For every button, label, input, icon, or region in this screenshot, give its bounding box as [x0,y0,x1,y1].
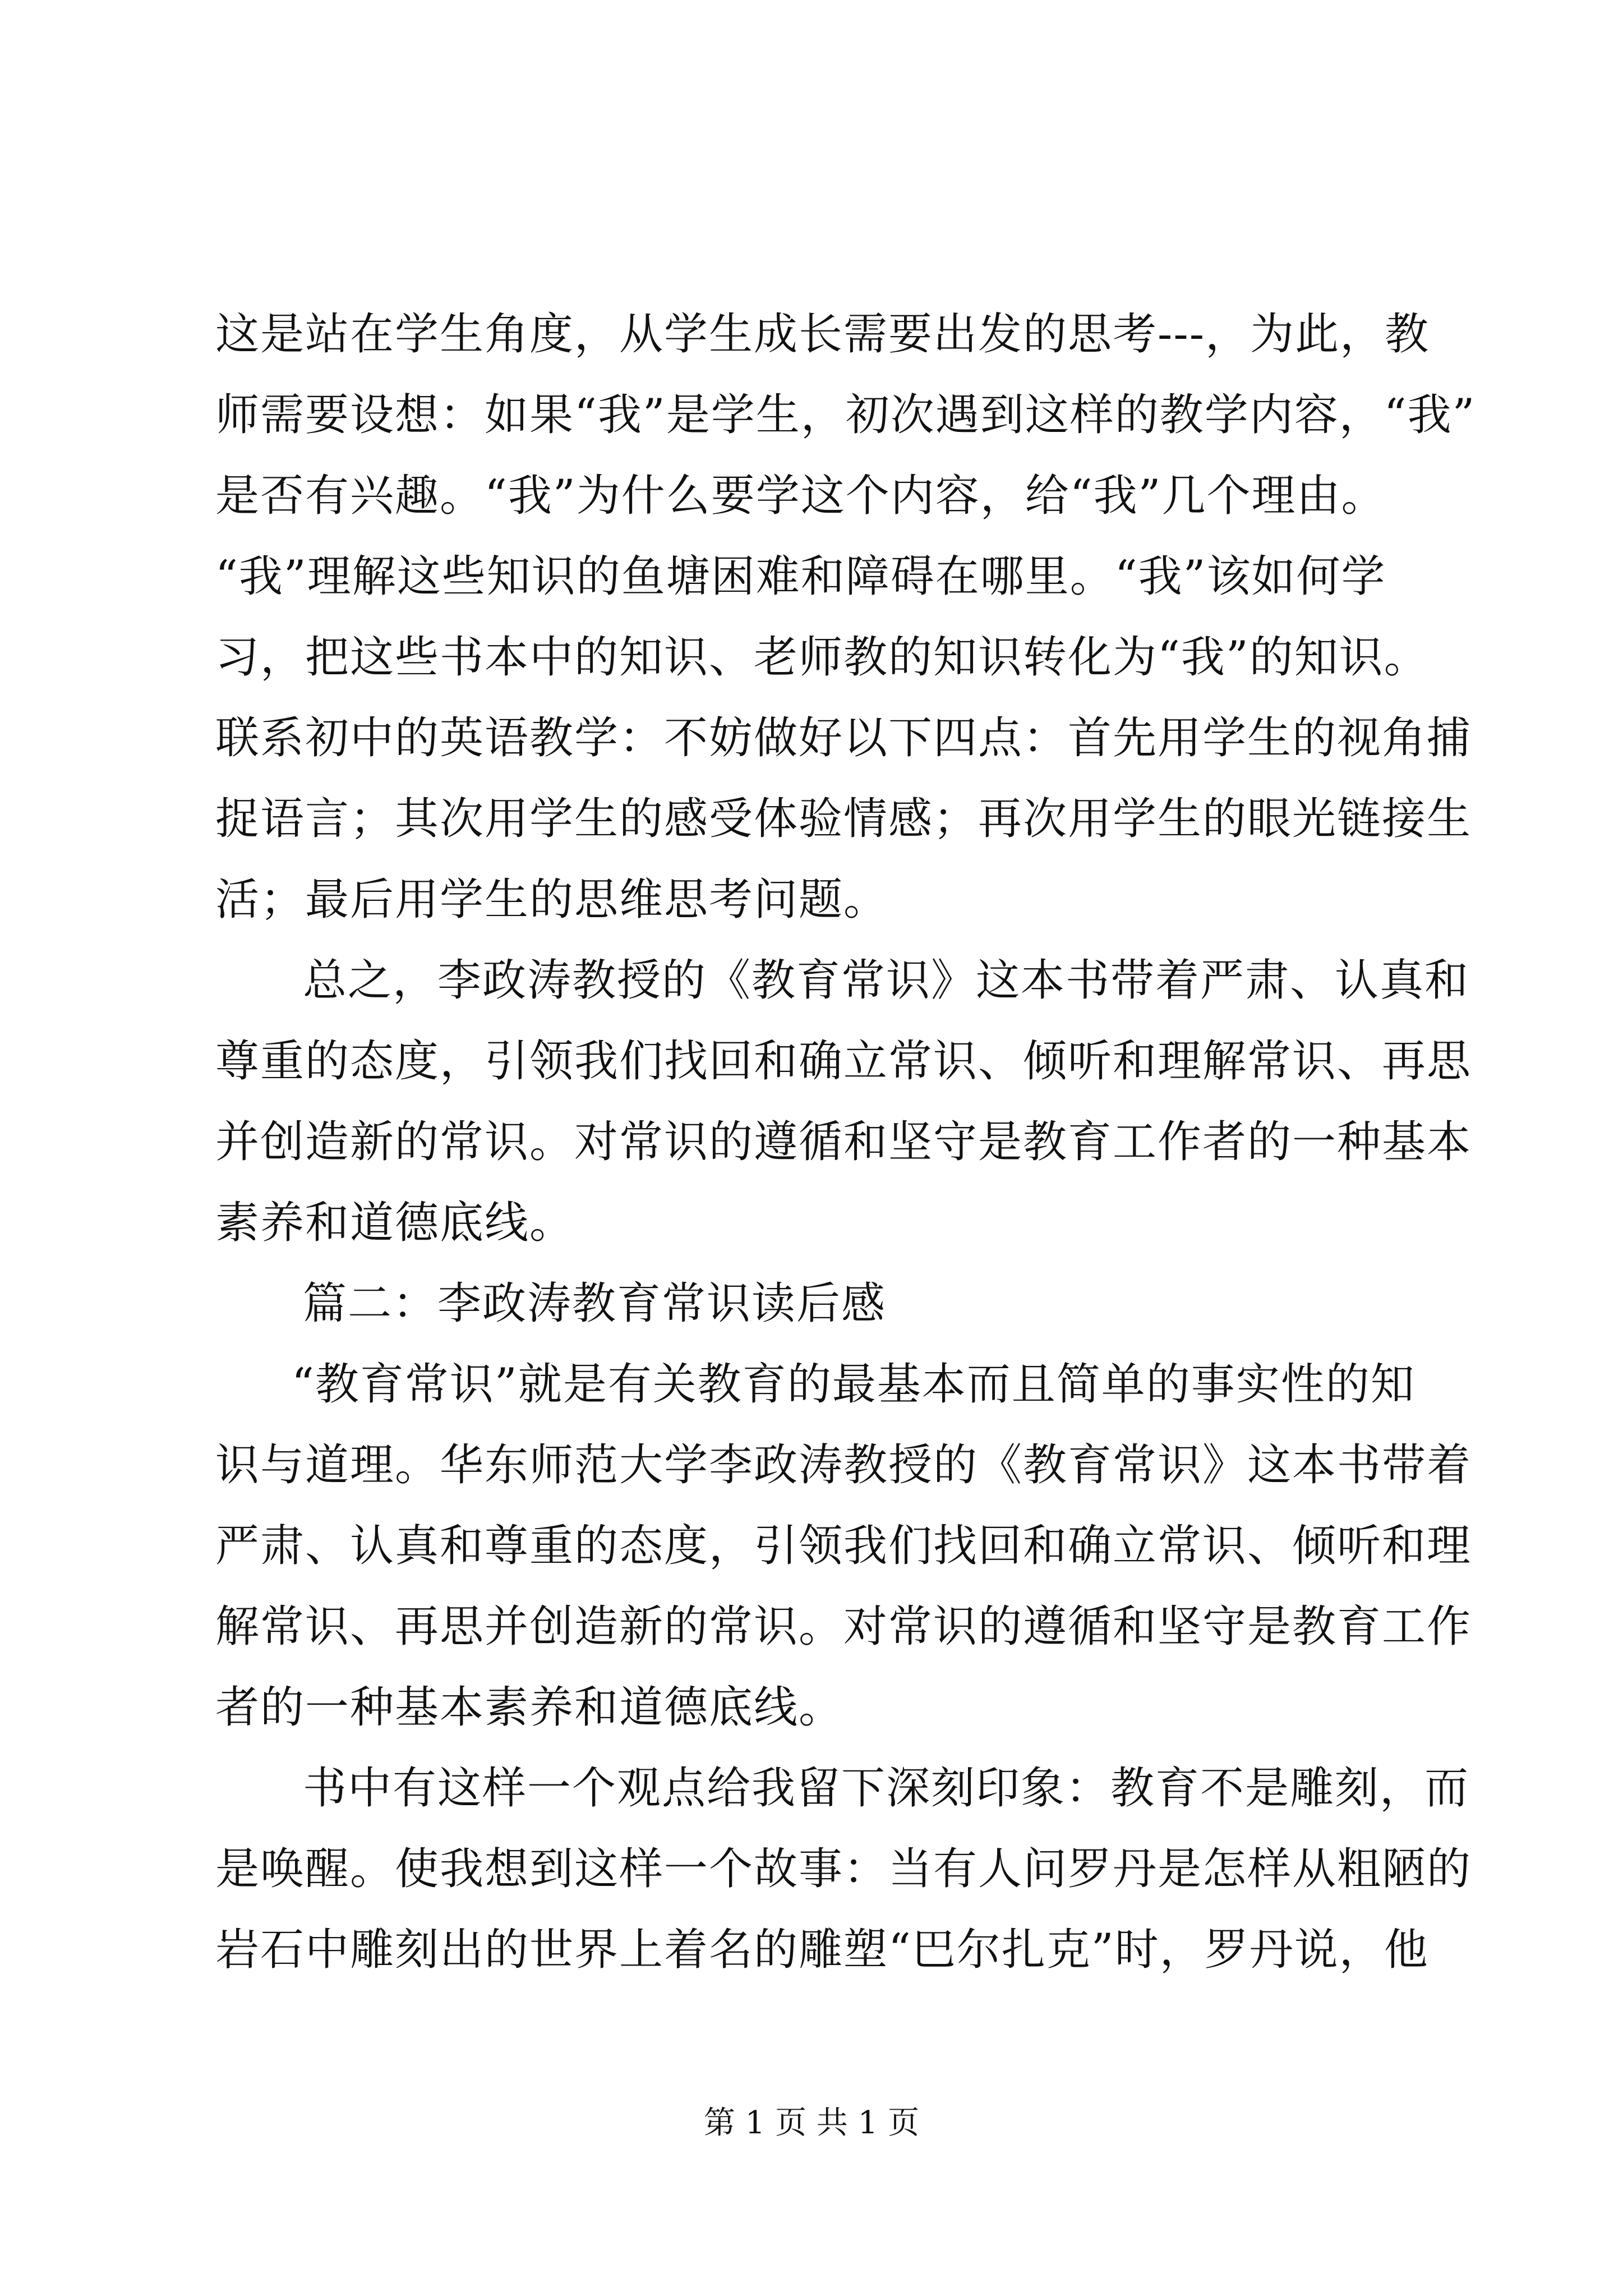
paragraph-first-line: “教育常识”就是有关教育的最基本而且简单的事实性的知 [292,1359,1415,1410]
text-line: 捉语言；其次用学生的感受体验情感；再次用学生的眼光链接生 [215,794,1472,844]
text-line: 习，把这些书本中的知识、老师教的知识转化为“我”的知识。 [215,632,1429,683]
text-line: 是唤醒。使我想到这样一个故事：当有人问罗丹是怎样从粗陋的 [215,1844,1472,1894]
text-line: 岩石中雕刻出的世界上着名的雕塑“巴尔扎克”时，罗丹说，他 [215,1925,1429,1975]
text-line: 这是站在学生角度，从学生成长需要出发的思考---，为此，教 [215,309,1430,360]
paragraph-first-line: 总之，李政涛教授的《教育常识》这本书带着严肃、认真和 [303,955,1470,1006]
text-line: 识与道理。华东师范大学李政涛教授的《教育常识》这本书带着 [215,1440,1472,1490]
text-line: 解常识、再思并创造新的常识。对常识的遵循和坚守是教育工作 [215,1602,1472,1652]
text-line: 师需要设想：如果“我”是学生，初次遇到这样的教学内容，“我” [215,390,1476,440]
text-line: 并创造新的常识。对常识的遵循和坚守是教育工作者的一种基本 [215,1117,1472,1167]
text-line: 素养和道德底线。 [215,1198,575,1248]
text-line: 者的一种基本素养和道德底线。 [215,1682,844,1733]
paragraph-first-line: 书中有这样一个观点给我留下深刻印象：教育不是雕刻，而 [303,1763,1470,1814]
page-footer: 第 1 页 共 1 页 [703,2105,920,2141]
text-line: 是否有兴趣。“我”为什么要学这个内容，给“我”几个理由。 [215,471,1386,521]
section-heading: 篇二：李政涛教育常识读后感 [303,1278,887,1329]
text-line: “我”理解这些知识的鱼塘困难和障碍在哪里。“我”该如何学 [215,551,1386,602]
text-line: 联系初中的英语教学：不妨做好以下四点：首先用学生的视角捕 [215,713,1472,763]
text-line: 严肃、认真和尊重的态度，引领我们找回和确立常识、倾听和理 [215,1521,1472,1571]
text-line: 活；最后用学生的思维思考问题。 [215,875,889,925]
text-line: 尊重的态度，引领我们找回和确立常识、倾听和理解常识、再思 [215,1036,1472,1087]
